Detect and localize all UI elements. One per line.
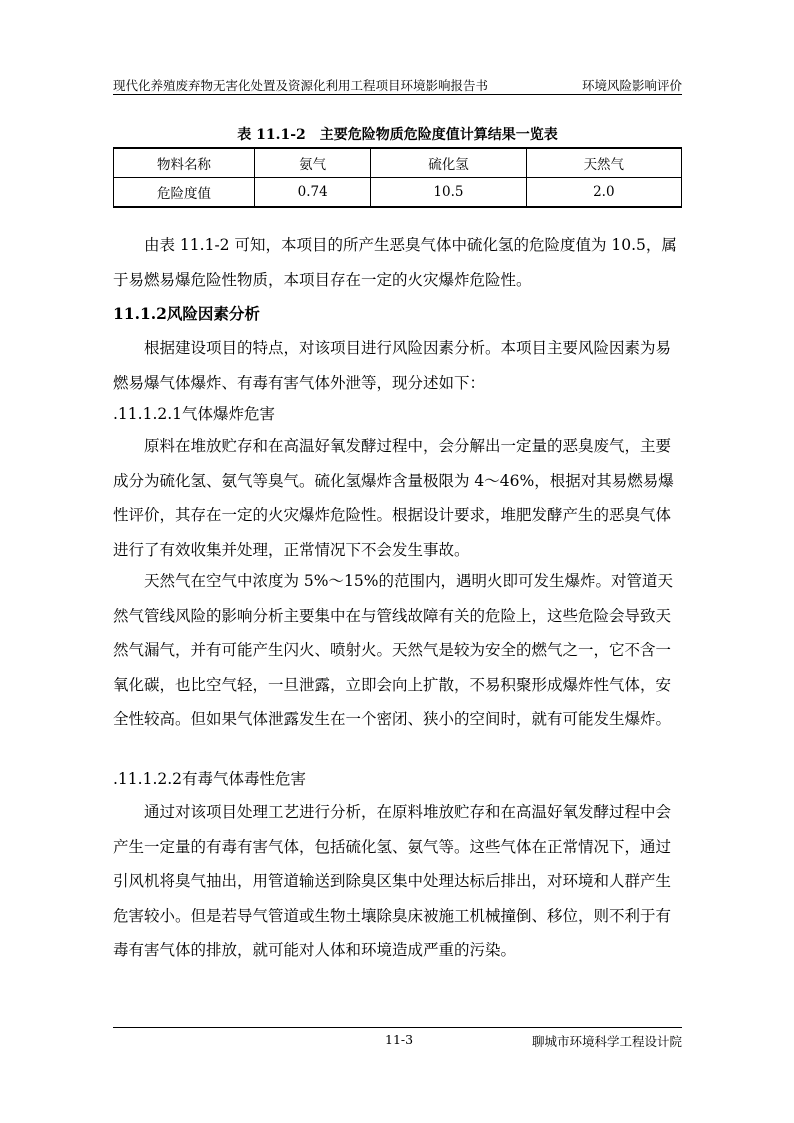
table-cell: 2.0 [526,178,681,208]
table-row [114,148,682,178]
header-chapter-title: 环境风险影响评价 [581,78,682,93]
table-cell: 物料名称 [114,148,255,178]
table-cell: 0.74 [255,178,371,208]
table-cell: 硫化氢 [371,148,526,178]
paragraph-hazard-conclusion: 由表 11.1-2 可知，本项目的所产生恶臭气体中硫化氢的危险度值为 10.5，属于易燃易爆危险性物质，本项目存在一定的火灾爆炸危险性。 [113,236,677,289]
paragraph-natural-gas: 天然气在空气中浓度为 5%～15%的范围内，遇明火即可发生爆炸。对管道天然气管线风险的影响分析主要集中在与管线故障有关的危险上，这些危险会导致天然气漏气，并有可能产生闪火、喷射火。天然气是较为安全的燃气之一，它不含一氧化碳，也比空气轻，一旦泄露，立即会向上扩散，不易积聚形成爆炸性气体，安全性较高。但如果气体泄露发生在一个密闭、狭小的空间时，就有可能发生爆炸。 [113,572,673,729]
table-row [114,178,682,208]
section-heading-risk-factors: 11.1.2风险因素分析 [113,304,260,323]
subsection-heading-toxic-gas: .11.1.2.2有毒气体毒性危害 [113,770,307,788]
table-cell: 危险度值 [114,178,255,208]
table-cell: 10.5 [371,178,526,208]
page-header [113,74,682,95]
header-report-title: 现代化养殖废弃物无害化处置及资源化利用工程项目环境影响报告书 [113,78,489,93]
page-number: 11-3 [385,1032,414,1047]
hazard-degree-table [113,147,682,208]
table-cell: 天然气 [526,148,681,178]
table-cell: 氨气 [255,148,371,178]
footer-divider [113,1027,682,1028]
table-caption: 表 11.1-2 主要危险物质危险度值计算结果一览表 [237,127,558,143]
paragraph-toxic-gas: 通过对该项目处理工艺进行分析，在原料堆放贮存和在高温好氧发酵过程中会产生一定量的有毒有害气体，包括硫化氢、氨气等。这些气体在正常情况下，通过引风机将臭气抽出，用管道输送到除臭区集中处理达标后排出，对环境和人群产生危害较小。但是若导气管道或生物土壤除臭床被施工机械撞倒、移位，则不利于有毒有害气体的排放，就可能对人体和环境造成严重的污染。 [113,803,672,960]
paragraph-risk-overview: 根据建设项目的特点，对该项目进行风险因素分析。本项目主要风险因素为易燃易爆气体爆炸、有毒有害气体外泄等，现分述如下： [113,339,672,392]
paragraph-hydrogen-sulfide: 原料在堆放贮存和在高温好氧发酵过程中，会分解出一定量的恶臭废气，主要成分为硫化氢、氨气等臭气。硫化氢爆炸含量极限为 4～46%，根据对其易燃易爆性评价，其存在一定的火灾爆炸危险性。根据设计要求，堆肥发酵产生的恶臭气体进行了有效收集并处理，正常情况下不会发生事故。 [113,437,674,559]
footer-organization: 聊城市环境科学工程设计院 [531,1034,682,1049]
subsection-heading-gas-explosion: .11.1.2.1气体爆炸危害 [113,405,276,423]
